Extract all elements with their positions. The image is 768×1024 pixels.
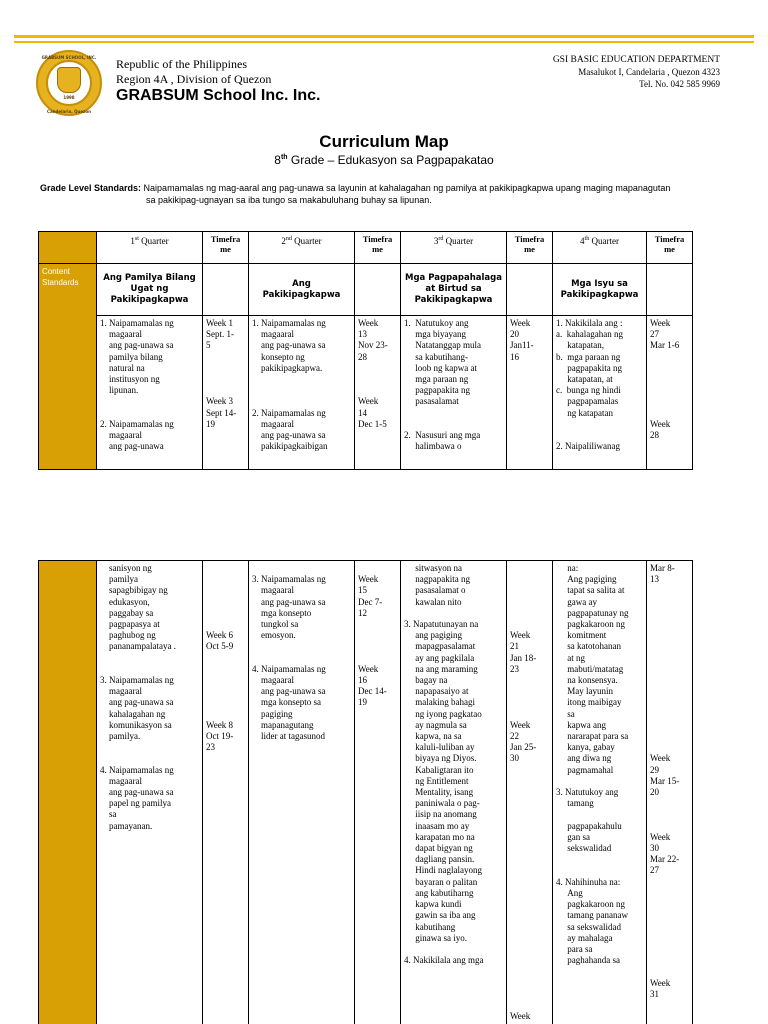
header-region: Region 4A , Division of Quezon	[116, 72, 272, 86]
document-title: Curriculum Map	[319, 132, 449, 151]
q1-timeframe-cell-cont: Week 6 Oct 5-9 Week 8 Oct 19- 23	[203, 561, 249, 1024]
content-standards-label: Content Standards	[42, 267, 79, 288]
standards-row-part1	[39, 316, 693, 470]
document-subtitle	[0, 153, 768, 167]
topic-timeframe-2	[355, 264, 401, 316]
grade-level-standards	[40, 182, 730, 206]
q4-standards-cell-cont: na: Ang pagiging tapat sa salita at gawa ay pagpapatunay ng pagkakaroon ng komitment sa katotohanan at ng mabuti/matatag na konsensya. May layunin itong maibigay sa kapwa ang nararapat para sa kanya, gabay ang diwa ng pagmamahal 3. Natutukoy ang tamang pagpapakahulu gan sa sekswalidad 4. Nahihinuha na: Ang pagkakaroon ng tamang pananaw sa sekswalidad ay mahalaga para sa paghahanda sa	[553, 561, 647, 1024]
gls-line1: Naipamamalas ng mag-aaral ang pag-unawa sa layunin at kahalagahan ng pamilya at pakikipagkapwa upang maging mapanagutan	[141, 183, 671, 193]
header-contact-block	[553, 54, 720, 90]
q2-standards-cell: 1. Naipamamalas ng magaaral ang pag-unawa sa konsepto ng pakikipagkapwa. 2. Naipamamalas ng magaaral ang pag-unawa sa pakikipagkaibigan	[249, 316, 355, 470]
topic-row	[39, 264, 693, 316]
quarter-header-row	[39, 232, 693, 264]
seal-shield-icon	[57, 67, 81, 93]
q1-standards-cell-cont: sanisyon ng pamilya sapagbibigay ng edukasyon, paggabay sa pagpapasya at paghubog ng pananampalataya . 3. Naipamamalas ng magaaral ang pag-unawa sa kahalagahan ng komunikasyon sa pamilya. 4. Naipamamalas ng magaaral ang pag-unawa sa papel ng pamilya sa pamayanan.	[97, 561, 203, 1024]
subtitle-grade: 8	[274, 153, 281, 167]
gls-line2: sa pakikipag-ugnayan sa iba tungo sa makabuluhang buhay sa lipunan.	[146, 195, 432, 205]
content-standards-continuation-cell	[39, 561, 97, 1024]
q1-timeframe-cell: Week 1 Sept. 1- 5 Week 3 Sept 14- 19	[203, 316, 249, 470]
content-standards-label-cell	[39, 264, 97, 470]
q3-timeframe-cell: Week 20 Jan11- 16	[507, 316, 553, 470]
gls-label: Grade Level Standards:	[40, 183, 142, 193]
q4-standards-cell: 1. Nakikilala ang : a. kahalagahan ng katapatan, b. mga paraan ng pagpapakita ng katapatan, at c. bunga ng hindi pagpapamalas ng katapatan 2. Naipaliliwanag	[553, 316, 647, 470]
curriculum-table-part1	[38, 231, 693, 470]
topic-quarter-2: Ang Pakikipagkapwa	[249, 264, 355, 316]
topic-quarter-4: Mga Isyu sa Pakikipagkapwa	[553, 264, 647, 316]
seal-text-top: GRABSUM SCHOOL, INC.	[41, 55, 97, 60]
topic-quarter-3: Mga Pagpapahalaga at Birtud sa Pakikipagkapwa	[401, 264, 507, 316]
header-address: Masalukot I, Candelaria , Quezon 4323	[578, 67, 720, 77]
quarter-3-header: 3rd Quarter	[401, 232, 507, 264]
topic-quarter-1: Ang Pamilya Bilang Ugat ng Pakikipagkapwa	[97, 264, 203, 316]
corner-cell	[39, 232, 97, 264]
quarter-4-header: 4th Quarter	[553, 232, 647, 264]
q3-standards-cell-cont: sitwasyon na nagpapakita ng pasasalamat o kawalan nito 3. Napatutunayan na ang pagiging mapagpasalamat ay ang pagkilala na ang maraming bagay na napapasaiyo at malaking bahagi ng iyong pagkatao ay nagmula sa kapwa, na sa kaluli-luliban ay biyaya ng Diyos. Kabaligtaran ito ng Entitlement Mentality, isang paniniwala o pag- iisip na anomang inaasam mo ay karapatan mo na dapat bigyan ng dagliang pansin. Hindi naglalayong bayaran o palitan ang kabutiharng kapwa kundi gawin sa iba ang kabutihang ginawa sa iyo. 4. Nakikilala ang mga	[401, 561, 507, 1024]
quarter-1-header: 1st Quarter	[97, 232, 203, 264]
q2-standards-cell-cont: 3. Naipamamalas ng magaaral ang pag-unawa sa mga konsepto tungkol sa emosyon. 4. Naipamamalas ng magaaral ang pag-unawa sa mga konsepto sa pagiging mapanagutang lider at tagasunod	[249, 561, 355, 1024]
seal-year: 1998	[63, 95, 75, 100]
topic-timeframe-4	[647, 264, 693, 316]
subtitle-ordinal: th	[280, 154, 288, 161]
subtitle-rest: Grade – Edukasyon sa Pagpapakatao	[287, 153, 494, 167]
header-telephone: Tel. No. 042 585 9969	[639, 79, 720, 89]
school-seal-logo	[36, 50, 102, 116]
header-department: GSI BASIC EDUCATION DEPARTMENT	[552, 55, 720, 65]
q4-timeframe-cell-cont: Mar 8- 13 Week 29 Mar 15- 20 Week 30 Mar 22- 27 Week 31	[647, 561, 693, 1024]
q2-timeframe-cell: Week 13 Nov 23- 28 Week 14 Dec 1-5	[355, 316, 401, 470]
timeframe-header-1: Timefra me	[203, 232, 249, 264]
q1-standards-cell: 1. Naipamamalas ng magaaral ang pag-unawa sa pamilya bilang natural na institusyon ng lipunan. 2. Naipamamalas ng magaaral ang pag-unawa	[97, 316, 203, 470]
header-gold-rule	[14, 35, 754, 43]
topic-timeframe-3	[507, 264, 553, 316]
standards-row-part2	[39, 561, 693, 1024]
timeframe-header-3: Timefra me	[507, 232, 553, 264]
q3-timeframe-cell-cont: Week 21 Jan 18- 23 Week 22 Jan 25- 30 Week	[507, 561, 553, 1024]
seal-text-bottom: Candelaria, Quezon	[47, 109, 91, 114]
topic-timeframe-1	[203, 264, 249, 316]
timeframe-header-4: Timefra me	[647, 232, 693, 264]
q3-standards-cell: 1. Natutukoy ang mga biyayang Natatanggap mula sa kabutihang- loob ng kapwa at mga paraan ng pagpapakita ng pasasalamat 2. Nasusuri ang mga halimbawa o	[401, 316, 507, 470]
q4-timeframe-cell: Week 27 Mar 1-6 Week 28	[647, 316, 693, 470]
quarter-2-header: 2nd Quarter	[249, 232, 355, 264]
header-school-name: GRABSUM School Inc. Inc.	[116, 87, 321, 104]
timeframe-header-2: Timefra me	[355, 232, 401, 264]
curriculum-table-part2	[38, 560, 693, 1024]
header-republic: Republic of the Philippines	[116, 57, 247, 71]
q2-timeframe-cell-cont: Week 15 Dec 7- 12 Week 16 Dec 14- 19	[355, 561, 401, 1024]
